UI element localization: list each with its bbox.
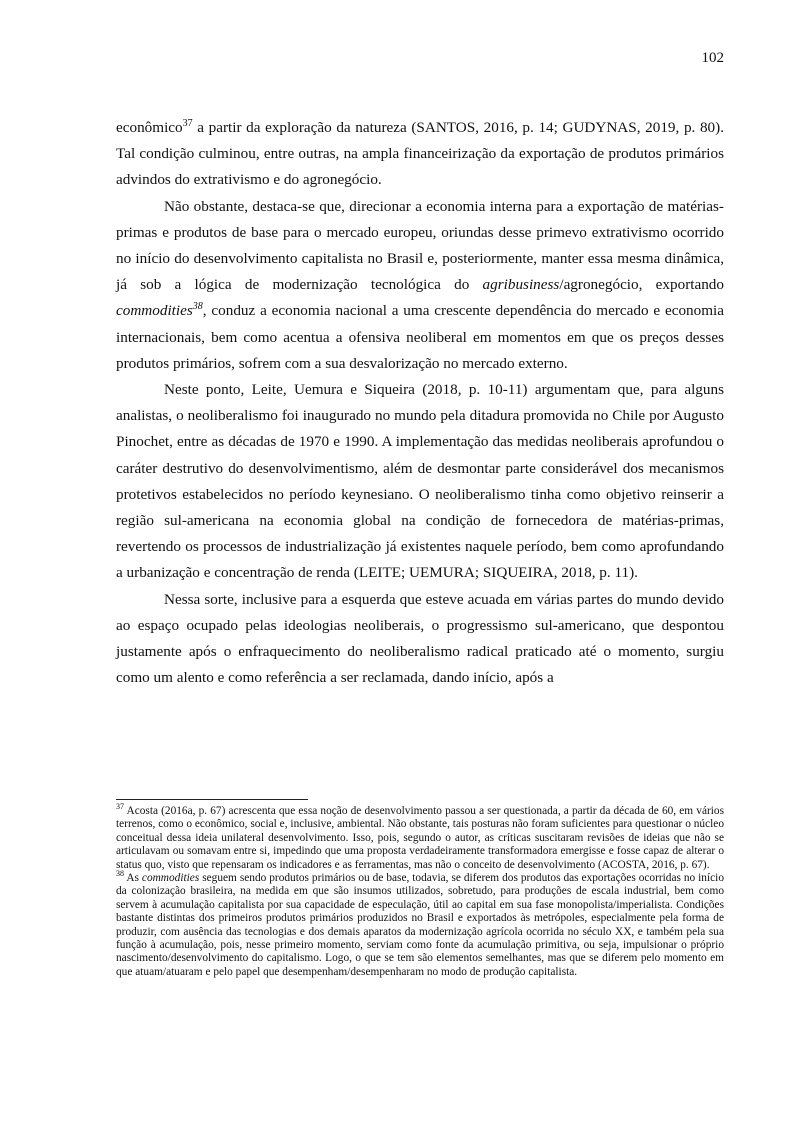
paragraph-3: Neste ponto, Leite, Uemura e Siqueira (2018, p. 10-11) argumentam que, para alguns analistas, o neoliberalismo foi inaugurado no mundo pela ditadura promovida no Chile por Augusto Pinochet, entre as décadas de 1970 e 1990. A implementação das medidas neoliberais aprofundou o caráter destrutivo do desenvolvimentismo, além de desmontar parte considerável dos mecanismos protetivos estabelecidos no período keynesiano. O neoliberalismo tinha como objetivo reinserir a região sul-americana na economia global na condição de fornecedora de matérias-primas, revertendo os processos de industrialização já existentes naquele período, bem como aprofundando a urbanização e concentração de renda (LEITE; UEMURA; SIQUEIRA, 2018, p. 11). [116,381,724,582]
footnotes [116,802,724,979]
footnote-37-text: Acosta (2016a, p. 67) acrescenta que essa noção de desenvolvimento passou a ser questionada, a partir da década de 60, em vários terrenos, como o econômico, social e, inclusive, ambiental. Não obstante, tais posturas não foram suficientes para questionar o núcleo conceitual dessa ideia unilateral desenvolvimento. Isso, pois, segundo o autor, as críticas suscitaram revisões de ideias que não se articulavam ou somavam entre si, impedindo que uma proposta verdadeiramente transformadora emergisse e fosse capaz de alterar o status quo, visto que repensaram os indicadores e as ferramentas, mas não o conceito de desenvolvimento (ACOSTA, 2016, p. 67). [116,805,724,871]
footnote-ref-38: 38 [192,301,203,313]
paragraph-4: Nessa sorte, inclusive para a esquerda que esteve acuada em várias partes do mundo devido ao espaço ocupado pelas ideologias neoliberais, o progressismo sul-americano, que despontou justamente após o enfraquecimento do neoliberalismo radical praticado até o momento, surgiu como um alento e como referência a ser reclamada, dando início, após a [116,590,724,687]
term-agribusiness: agribusiness [482,276,560,294]
footnote-38-term-commodities: commodities [141,872,200,885]
footnote-37 [116,802,724,872]
footnote-ref-37: 37 [182,117,193,129]
paragraph-2-text-a: Não obstante, destaca-se que, direcionar a economia interna para a exportação de matérias-primas e produtos de base para o mercado europeu, oriundas desse primevo extrativismo ocorrido no início do desenvolvimento capitalista no Brasil e, posteriormente, manter essa mesma dinâmica, já sob a lógica de modernização tecnológica do [116,197,724,294]
paragraph-2-text-b: /agronegócio, exportando [559,276,724,294]
paragraph-1-text-a: econômico [116,119,183,136]
paragraph-1-text-b: a partir da exploração da natureza (SANTOS, 2016, p. 14; GUDYNAS, 2019, p. 80). Tal condição culminou, entre outras, na ampla financeirização da exportação de produtos primários advindos do extrativismo e do agronegócio. [116,119,724,189]
paragraph-2 [116,194,724,377]
paragraph-1 [116,115,724,194]
footnote-divider [116,799,308,800]
footnote-38-text-b: seguem sendo produtos primários ou de base, todavia, se diferem dos produtos das exportações ocorridas no início da colonização brasileira, na medida em que são insumos utilizados, sobretudo, para produções de escala industrial, bem como servem à acumulação capitalista por sua capacidade de especulação, útil ao capital em sua fase monopolista/imperialista. Condições bastante distintas dos primeiros produtos primários produzidos no Brasil e exportados às metrópoles, especialmente pela forma de produzir, com ausência das tecnologias e dos demais aparatos da modernização agrícola ocorrida no século XX, e também pela sua função à acumulação, pois, nesse primeiro momento, serviam como fonte da acumulação primitiva, ou seja, impulsionar o próprio nascimento/desenvolvimento do capitalismo. Logo, o que se tem são elementos semelhantes, mas que se diferem pelo momento em que atuam/atuaram e pelo papel que desempenham/desempenharam no modo de produção capitalista. [116,872,724,978]
footnote-37-number: 37 [116,802,124,812]
footnote-38 [116,869,724,979]
term-commodities: commodities [116,302,193,320]
body-text [116,115,724,691]
page-number: 102 [701,50,724,66]
footnote-38-text-a: As [124,872,142,885]
footnote-38-number: 38 [116,869,124,879]
paragraph-2-text-c: , conduz a economia nacional a uma crescente dependência do mercado e economia internacionais, bem como acentua a ofensiva neoliberal em momentos em que os preços desses produtos primários, sofrem com a sua desvalorização no mercado externo. [116,302,724,372]
